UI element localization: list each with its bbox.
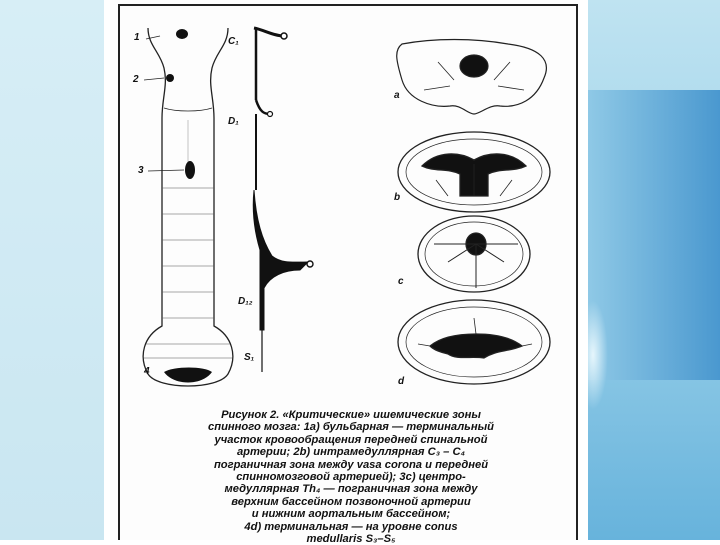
cross-section-d <box>398 300 550 384</box>
caption-line: пограничная зона между vasa corona и передней <box>213 458 489 471</box>
cross-section-c <box>418 216 530 292</box>
cross-section-a <box>397 40 547 115</box>
section-label-b: b <box>394 192 401 203</box>
label-leader-lines <box>144 36 184 171</box>
level-label-d1: D₁ <box>228 116 239 127</box>
caption-line: Рисунок 2. «Критические» ишемические зоны <box>221 409 481 421</box>
spinal-cord-longitudinal <box>143 28 233 386</box>
caption-line: и нижним аортальным бассейном; <box>251 508 451 521</box>
figure-label-2: 2 <box>133 74 139 85</box>
caption-line: спинного мозга: 1а) бульбарная — терминальный <box>208 421 494 434</box>
slide-content <box>104 0 588 545</box>
figure-label-1: 1 <box>134 32 140 43</box>
caption-line: участок кровообращения передней спинальной <box>214 433 488 446</box>
section-label-d: d <box>398 376 405 387</box>
figure-caption <box>128 409 574 545</box>
caption-line: medullaris S₃–S₅ <box>306 533 396 545</box>
figure-label-4: 4 <box>144 366 150 377</box>
section-label-c: c <box>398 276 404 287</box>
caption-line: артерии; 2b) интрамедуллярная C₃ – C₄ <box>236 446 466 459</box>
figure-label-3: 3 <box>138 165 144 176</box>
anterior-spinal-artery <box>253 28 313 372</box>
cross-section-b <box>398 132 550 212</box>
level-label-d12: D₁₂ <box>238 296 253 307</box>
section-label-a: a <box>394 90 400 101</box>
caption-line: медуллярная Th₄ — пограничная зона между <box>224 483 478 496</box>
level-label-c1: C₁ <box>228 36 239 47</box>
level-label-s1: S₁ <box>244 352 255 363</box>
caption-line: 4d) терминальная — на уровне conus <box>244 520 458 533</box>
ischemic-zones <box>164 29 212 383</box>
slide-background-left <box>0 0 104 540</box>
slide-background-right <box>588 0 720 540</box>
caption-line: верхним бассейном позвоночной артерии <box>231 495 471 508</box>
caption-line: спинномозговой артерией); 3c) центро- <box>236 471 466 484</box>
